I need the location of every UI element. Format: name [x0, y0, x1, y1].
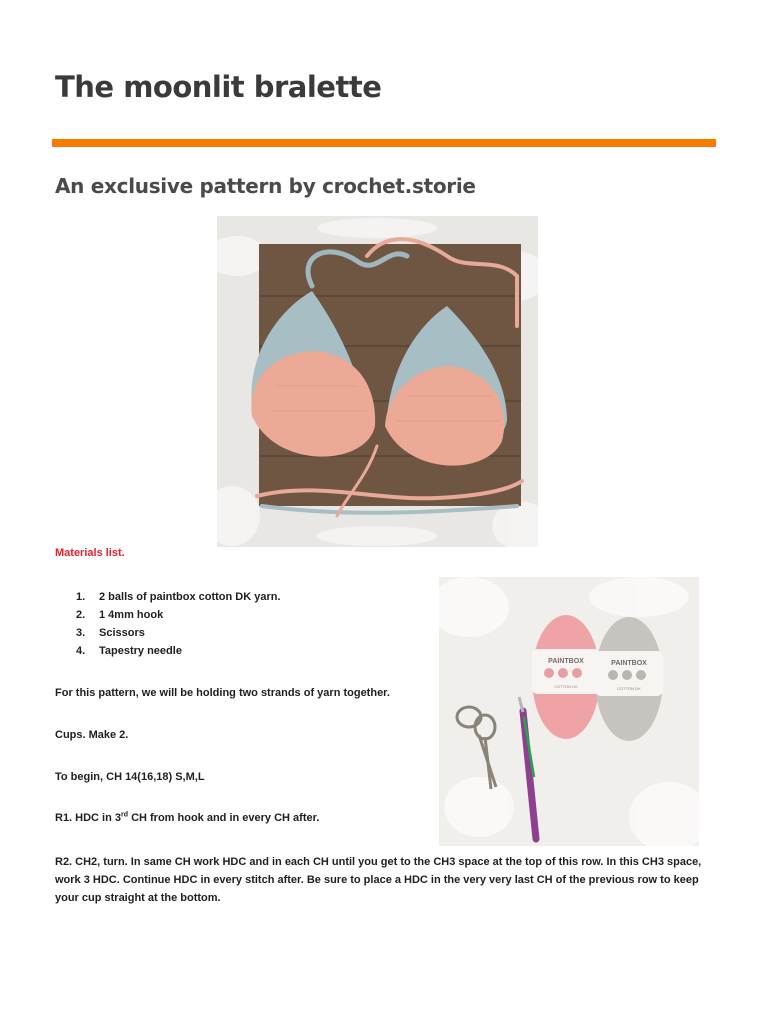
page-subtitle: An exclusive pattern by crochet.storie	[55, 174, 476, 198]
cups-heading: Cups. Make 2.	[55, 729, 129, 741]
row1-text: R1. HDC in 3rd CH from hook and in every CH after.	[55, 811, 320, 824]
materials-list	[55, 590, 281, 662]
materials-photo	[439, 577, 699, 846]
begin-text: To begin, CH 14(16,18) S,M,L	[55, 771, 205, 783]
bralette-photo	[217, 216, 538, 547]
list-item: 3. Scissors	[76, 627, 145, 639]
yarn-sub-label: COTTON DK	[617, 686, 641, 691]
page-title: The moonlit bralette	[55, 70, 382, 104]
yarn-sub-label: COTTON DK	[554, 684, 578, 689]
list-item: 4. Tapestry needle	[76, 645, 182, 657]
row2-text: R2. CH2, turn. In same CH work HDC and in each CH until you get to the CH3 space at the top of this row. In this CH3 space, work 3 HDC. Continue HDC in every stitch after. Be sure to place a HDC in the very very last CH of the previous row to keep your cup straight at the bottom.	[55, 856, 702, 904]
intro-text: For this pattern, we will be holding two strands of yarn together.	[55, 687, 390, 699]
materials-heading: Materials list.	[55, 547, 125, 559]
list-item: 2. 1 4mm hook	[76, 609, 164, 621]
title-divider	[52, 139, 716, 147]
yarn-brand-label: PAINTBOX	[611, 660, 647, 667]
list-item: 1. 2 balls of paintbox cotton DK yarn.	[76, 591, 281, 603]
yarn-brand-label: PAINTBOX	[548, 658, 584, 665]
